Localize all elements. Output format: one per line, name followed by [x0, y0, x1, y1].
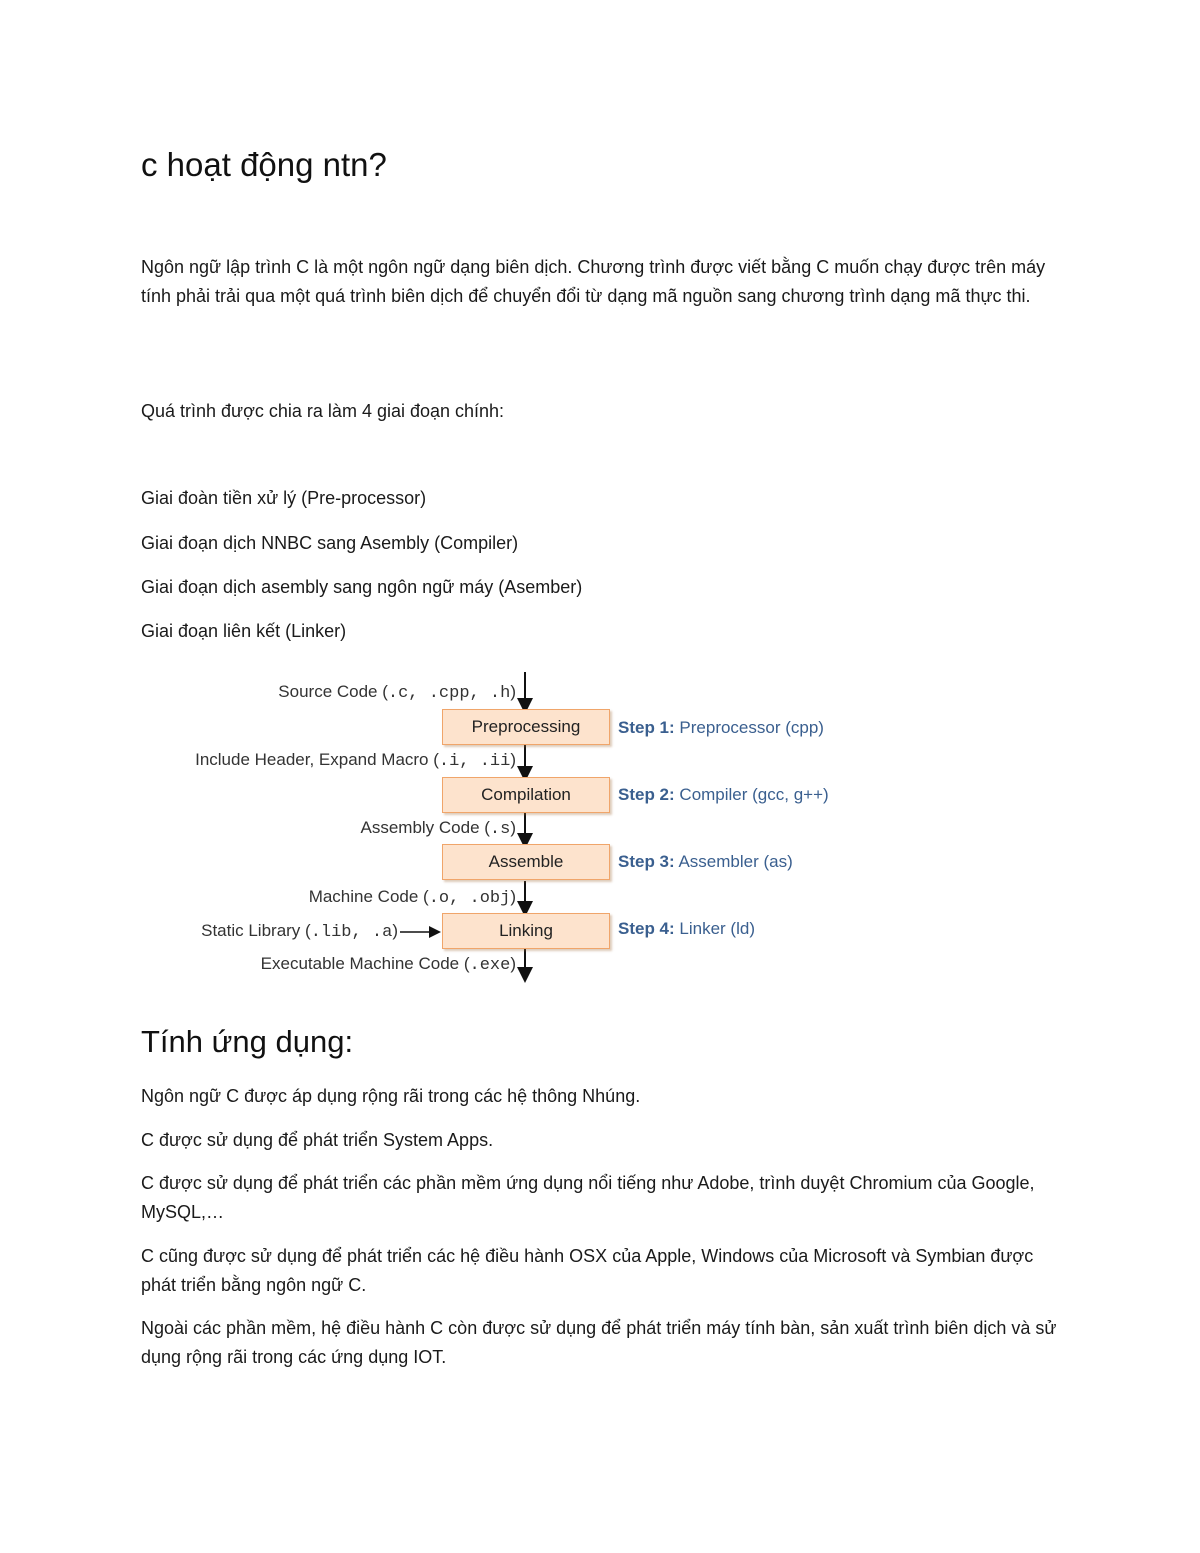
stage-item: Giai đoàn tiền xử lý (Pre-processor): [141, 488, 427, 508]
application-item: C cũng được sử dụng để phát triển các hệ điều hành OSX của Apple, Windows của Microsoft và Symbian được phát triển bằng ngôn ngữ C.: [141, 1246, 1034, 1295]
stage-item: Giai đoạn liên kết (Linker): [141, 621, 347, 641]
executable-code-label: Executable Machine Code (.exe): [260, 954, 516, 975]
assembly-code-label: Assembly Code (.s): [360, 818, 516, 839]
static-library-label: Static Library (.lib, .a): [201, 921, 398, 942]
stages-intro: Quá trình được chia ra làm 4 giai đoạn chính:: [141, 401, 505, 421]
source-code-label: Source Code (.c, .cpp, .h): [278, 682, 516, 703]
application-item: Ngôn ngữ C được áp dụng rộng rãi trong các hệ thông Nhúng.: [141, 1086, 641, 1106]
compilation-box: Compilation: [442, 777, 610, 813]
step-2-label: Step 2: Compiler (gcc, g++): [618, 785, 829, 804]
preprocessing-box: Preprocessing: [442, 709, 610, 745]
application-item: C được sử dụng để phát triển các phần mềm ứng dụng nổi tiếng như Adobe, trình duyệt Chromium của Google, MySQL,…: [141, 1173, 1035, 1222]
linking-box: Linking: [442, 913, 610, 949]
applications-heading: Tính ứng dụng:: [141, 1024, 354, 1059]
preprocessed-output-label: Include Header, Expand Macro (.i, .ii): [195, 750, 516, 771]
page-title: c hoạt động ntn?: [141, 146, 387, 183]
stage-item: Giai đoạn dịch asembly sang ngôn ngữ máy (Asember): [141, 577, 583, 597]
intro-paragraph: Ngôn ngữ lập trình C là một ngôn ngữ dạng biên dịch. Chương trình được viết bằng C muốn chạy được trên máy tính phải trải qua một quá trình biên dịch để chuyển đổi từ dạng mã nguồn sang chương trình dạng mã thực thi.: [141, 257, 1046, 306]
step-1-label: Step 1: Preprocessor (cpp): [618, 718, 824, 737]
assemble-box: Assemble: [442, 844, 610, 880]
step-4-label: Step 4: Linker (ld): [618, 919, 755, 938]
application-item: C được sử dụng để phát triển System Apps.: [141, 1130, 494, 1150]
step-3-label: Step 3: Assembler (as): [618, 852, 793, 871]
stage-item: Giai đoạn dịch NNBC sang Asembly (Compiler): [141, 533, 519, 553]
machine-code-label: Machine Code (.o, .obj): [308, 887, 516, 908]
application-item: Ngoài các phần mềm, hệ điều hành C còn được sử dụng để phát triển máy tính bàn, sản xuất trình biên dịch và sử dụng rộng rãi trong các ứng dụng IOT.: [141, 1318, 1057, 1367]
